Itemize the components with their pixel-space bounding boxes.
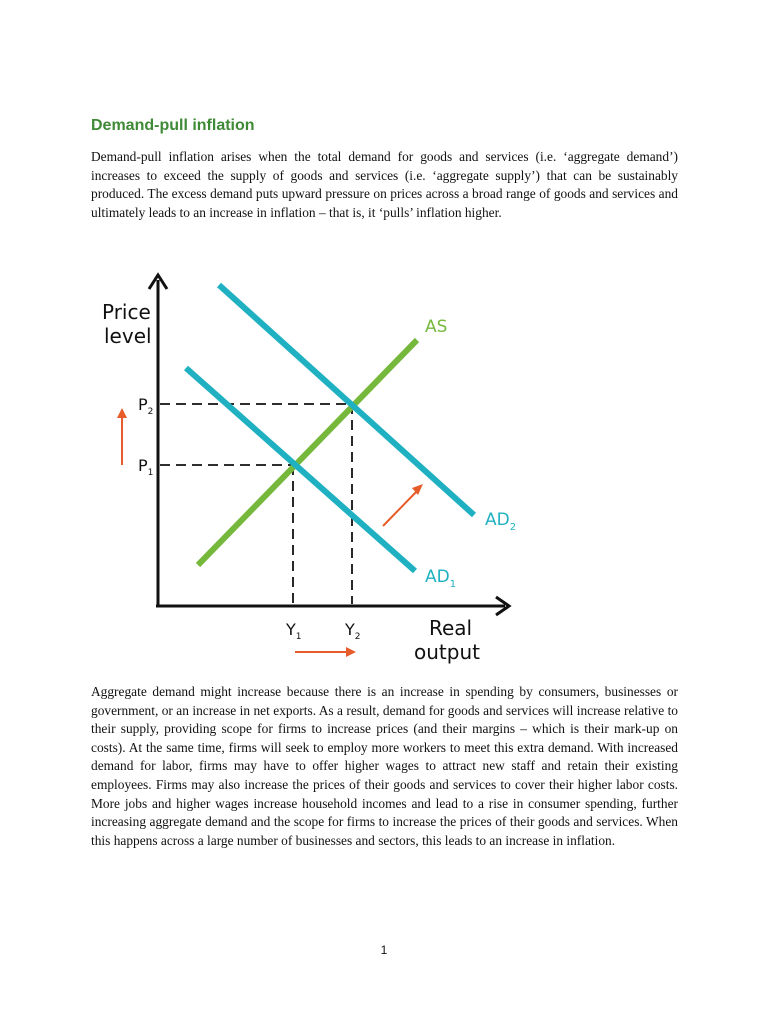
ad2-label <box>485 510 516 533</box>
ad1-label <box>425 567 456 590</box>
x-axis-title-line2: output <box>414 640 480 664</box>
p1-tick-label <box>138 456 153 478</box>
demand-shift-arrow <box>383 484 423 526</box>
ad2-label-base: AD <box>485 510 510 530</box>
explanation-paragraph: Aggregate demand might increase because there is an increase in spending by consumers, businesses or government, or an increase in net exports. As a result, demand for goods and services will increase relative to their supply, providing scope for firms to increase prices (and their margins – which is their mark-up on costs). At the same time, firms will seek to employ more workers to meet this extra demand. With increased demand for labor, firms may have to offer higher wages to attract new staff and retain their existing employees. Firms may also increase the prices of their goods and services to cover their higher labor costs. More jobs and higher wages increase household incomes and lead to a rise in consumer spending, further increasing aggregate demand and the scope for firms to increase the prices of their goods and services. When this happens across a large number of businesses and sectors, this leads to an increase in inflation. <box>91 684 678 848</box>
ad1-label-sub: 1 <box>449 579 457 590</box>
y-axis-title-line2: level <box>104 324 152 348</box>
p1-base: P <box>138 456 148 475</box>
y1-sub: 1 <box>295 632 302 642</box>
ad2-label-sub: 2 <box>509 522 517 533</box>
p2-sub: 2 <box>147 407 154 417</box>
p1-sub: 1 <box>147 468 154 478</box>
p2-base: P <box>138 395 148 414</box>
y2-base: Y <box>345 620 355 639</box>
x-axis-title-line1: Real <box>429 616 473 640</box>
y1-tick-label <box>285 620 302 642</box>
ad1-label-base: AD <box>425 567 450 587</box>
page-number: 1 <box>380 943 388 957</box>
section-heading: Demand-pull inflation <box>91 117 255 134</box>
ad-as-diagram <box>100 262 520 677</box>
price-rise-arrow <box>117 408 127 465</box>
p2-tick-label <box>138 395 153 417</box>
y1-base: Y <box>286 620 296 639</box>
y2-tick-label <box>344 620 361 642</box>
ad-as-chart <box>100 262 520 672</box>
as-label: AS <box>425 317 448 337</box>
as-curve <box>198 340 417 565</box>
y-axis-title-line1: Price <box>102 300 151 324</box>
intro-paragraph: Demand-pull inflation arises when the total demand for goods and services (i.e. ‘aggregate demand’) increases to exceed the supply of goods and services (i.e. ‘aggregate supply’) that can be sustainably produced. The excess demand puts upward pressure on prices across a broad range of goods and services and ultimately leads to an increase in inflation – that is, it ‘pulls’ inflation higher. <box>91 149 678 220</box>
output-rise-arrow <box>295 647 356 657</box>
y2-sub: 2 <box>354 632 361 642</box>
